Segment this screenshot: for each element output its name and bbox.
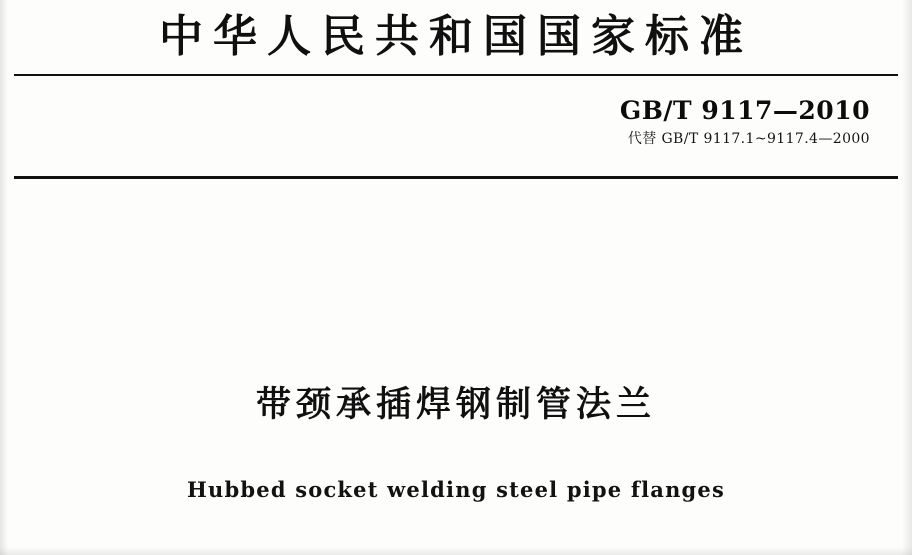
page-edge-shadow-left bbox=[0, 0, 8, 555]
standard-number-block bbox=[620, 96, 870, 148]
header-divider-rule bbox=[14, 74, 898, 76]
national-standard-header: 中华人民共和国国家标准 bbox=[159, 11, 753, 62]
document-title-chinese: 带颈承插焊钢制管法兰 bbox=[255, 385, 656, 425]
page-edge-shadow-right bbox=[902, 0, 912, 555]
standard-number: GB/T 9117—2010 bbox=[619, 96, 870, 125]
document-title-english: Hubbed socket welding steel pipe flanges bbox=[186, 477, 725, 502]
page-edge-shadow-bottom bbox=[0, 547, 912, 555]
standard-replaces-note: 代替 GB/T 9117.1~9117.4—2000 bbox=[627, 131, 870, 147]
standard-number-divider-rule bbox=[14, 176, 898, 179]
